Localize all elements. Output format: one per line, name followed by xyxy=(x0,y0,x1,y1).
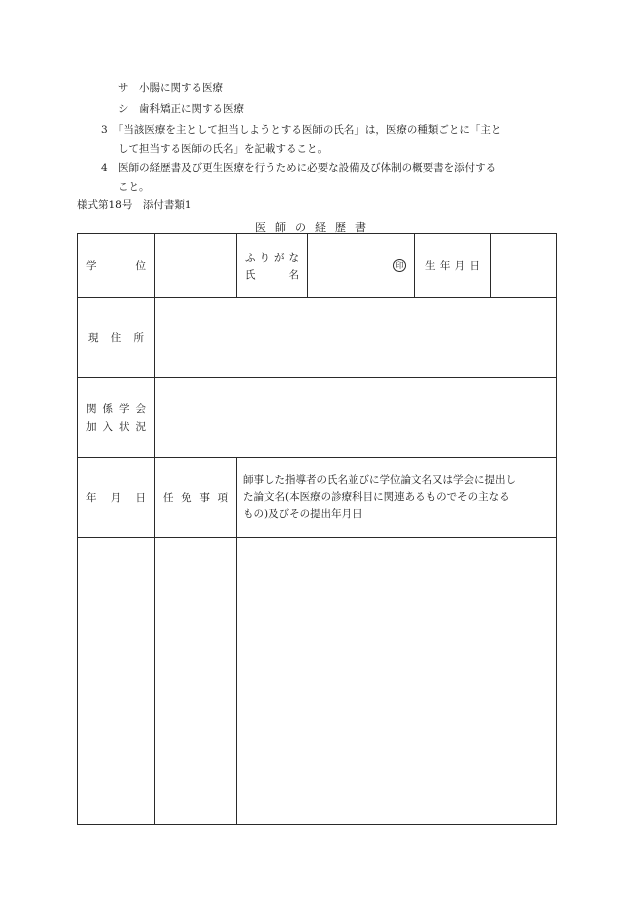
society-char: 況 xyxy=(135,421,146,433)
society-label-cell xyxy=(78,378,155,458)
career-description-header-cell xyxy=(237,458,557,538)
appointment-header-cell xyxy=(155,458,237,538)
furigana-char: ふ xyxy=(245,251,256,264)
note-item-shi: シ 歯科矯正に関する医療 xyxy=(118,103,244,115)
degree-label-cell xyxy=(78,234,155,298)
date-char: 月 xyxy=(110,492,122,504)
name-label-cell xyxy=(237,234,308,298)
degree-char: 学 xyxy=(86,260,97,272)
date-entry-cell[interactable] xyxy=(78,538,155,825)
date-header-cell xyxy=(78,458,155,538)
career-form-table xyxy=(77,233,557,825)
society-char: 関 xyxy=(86,403,97,415)
society-char: 入 xyxy=(102,421,113,433)
birthdate-value-cell[interactable] xyxy=(491,234,557,298)
furigana-char: り xyxy=(259,251,270,264)
degree-value-cell[interactable] xyxy=(155,234,237,298)
address-label-cell xyxy=(78,298,155,378)
furigana-char: が xyxy=(274,251,285,264)
birth-char: 日 xyxy=(469,260,480,272)
appointment-char: 任 xyxy=(163,492,174,504)
note-item-4-line1: 4 医師の経歴書及び更生医療を行うために必要な設備及び体制の概要書を添付する xyxy=(101,162,497,174)
society-char: 会 xyxy=(135,403,146,415)
note-item-3-line2: して担当する医師の氏名」を記載すること。 xyxy=(118,143,328,155)
birth-char: 生 xyxy=(425,260,436,272)
degree-char: 位 xyxy=(135,260,146,272)
career-desc-line: 師事した指導者の氏名並びに学位論文名又は学会に提出し xyxy=(243,474,516,486)
address-value-cell[interactable] xyxy=(155,298,557,378)
note-item-3-line1: 3 「当該医療を主として担当しようとする医師の氏名」は，医療の種類ごとに「主と xyxy=(101,124,502,136)
society-char: 加 xyxy=(86,421,97,433)
name-char: 氏 xyxy=(245,268,256,281)
appointment-entry-cell[interactable] xyxy=(155,538,237,825)
birthdate-label-cell xyxy=(415,234,491,298)
seal-mark-icon: 印 xyxy=(393,259,406,272)
appointment-char: 免 xyxy=(181,492,192,504)
address-char: 住 xyxy=(110,332,122,344)
career-desc-line: もの)及びその提出年月日 xyxy=(243,508,363,520)
name-char: 名 xyxy=(288,268,299,281)
furigana-char: な xyxy=(288,251,299,264)
society-char: 学 xyxy=(119,403,130,415)
note-item-sa: サ 小腸に関する医療 xyxy=(118,82,223,94)
society-value-cell[interactable] xyxy=(155,378,557,458)
birth-char: 年 xyxy=(439,260,451,272)
career-desc-line: た論文名(本医療の診療科目に関連あるものでその主なる xyxy=(243,491,510,503)
appointment-char: 事 xyxy=(199,492,210,504)
address-char: 現 xyxy=(88,332,99,344)
form-title: 医師の経歴書 xyxy=(255,221,375,234)
date-char: 日 xyxy=(135,492,146,504)
career-entry-cell[interactable] xyxy=(237,538,557,825)
note-item-4-line2: こと。 xyxy=(118,181,150,193)
date-char: 年 xyxy=(86,492,97,504)
society-char: 状 xyxy=(119,421,130,433)
society-char: 係 xyxy=(102,403,113,415)
birth-char: 月 xyxy=(454,260,466,272)
form-label: 様式第18号 添付書類1 xyxy=(77,199,192,211)
appointment-char: 項 xyxy=(217,492,228,504)
name-value-cell[interactable] xyxy=(308,234,415,298)
address-char: 所 xyxy=(133,332,144,344)
